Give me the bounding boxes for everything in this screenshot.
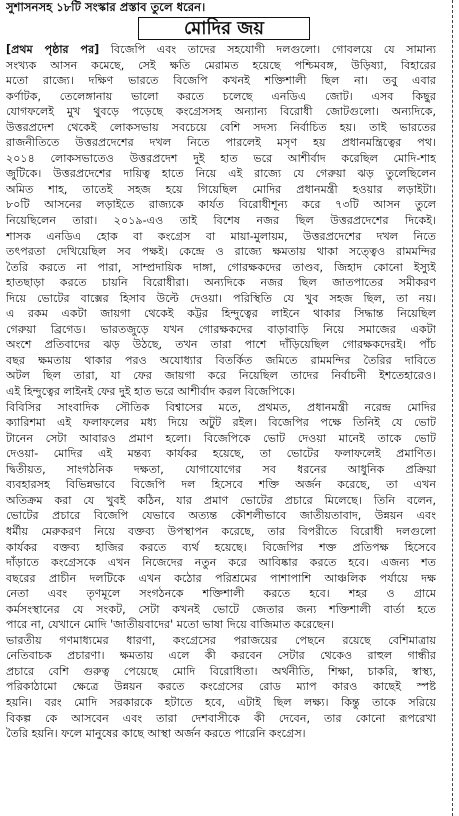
line-text: নিয়েছিলেন তারা। ২০১৯-এও তাই বিশেষ নজর ছিল উত্তরপ্রদেশের দিকেই। xyxy=(6,214,436,228)
line-text: বিজেপি এবং তাদের সহযোগী দলগুলো। গোবলয়ে যে সামান্য xyxy=(99,43,436,56)
article-line xyxy=(6,586,436,602)
line-text: বিকল্প কে আসবেন এবং তারা দেশবাসীকে কী দেবেন, তার কোনো রূপরেখা xyxy=(6,711,436,725)
article-line xyxy=(6,368,436,384)
article-line xyxy=(6,400,436,416)
line-text: প্রচারে বেশি গুরুত্ব পেয়েছে মোদি বিরোধিতা। অর্থনীতি, শিক্ষা, চাকরি, স্বাস্থ্য, xyxy=(6,664,436,678)
column-divider xyxy=(452,0,453,816)
article-line xyxy=(6,431,436,447)
line-text: সংখ্যক আসন কমেছে, সেই ক্ষতি মেরামত হয়েছে পশ্চিমবঙ্গ, উড়িষ্যা, বিহারের xyxy=(6,58,436,72)
article-line xyxy=(6,73,436,89)
line-text: রাজনীতিতে উত্তরপ্রদেশের দখল নিতে পারলেই মসৃণ হয় প্রধানমন্ত্রিত্বের পথ। xyxy=(6,136,436,150)
line-text: গেরুয়া ব্রিগেড। ভারতজুড়ে যখন গোরক্ষকদের বাড়াবাড়ি নিয়ে সমাজের একটা xyxy=(6,322,436,336)
article-line xyxy=(6,462,436,478)
line-text: মতো রাজ্যে। দক্ষিণ ভারতে বিজেপি কখনই শক্তিশালী ছিল না। তবু এবার xyxy=(6,74,436,88)
article-line xyxy=(6,446,436,462)
line-text: অটল ছিল তারা, যা ফের জায়গা করে নিয়েছিল তাদের নির্বাচনী ইশতেহারেও। xyxy=(6,369,436,383)
line-text: নেতা এবং তৃণমূলে সংগঠনকে শক্তিশালী করতে হবে। শহর ও গ্রামে xyxy=(6,587,436,601)
article-line xyxy=(6,306,436,322)
article-line xyxy=(6,260,436,276)
article-line xyxy=(6,229,436,245)
line-text: এই হিন্দুত্বের লাইনই ফের দুই হাত ভরে আশীর্বাদ করল বিজেপিকে। xyxy=(6,385,296,399)
article-line xyxy=(6,244,436,260)
article-line xyxy=(6,555,436,571)
line-text: ধর্মীয় মেরুকরণ নিয়ে বক্তব্য উপস্থাপন করেছে, তার বিপরীতে বিরোধী দলগুলো xyxy=(6,524,436,538)
line-text: ভারতীয় গণমাধ্যমের ধারণা, কংগ্রেসের পরাজয়ের পেছনে রয়েছে বেশিমাত্রায় xyxy=(6,633,436,647)
article-line xyxy=(6,151,436,167)
line-text: ব্যবহারসহ বিভিন্নভাবে বিজেপি দল হিসেবে শক্তি অর্জন করেছে, তা এখন xyxy=(6,478,436,492)
article-line xyxy=(6,664,436,680)
line-text: কার্যকর বক্তব্য হাজির করতে ব্যর্থ হয়েছে। বিজেপির শক্ত প্রতিপক্ষ হিসেবে xyxy=(6,540,436,554)
line-text: দাঁড়াতে কংগ্রেসকে এখন নিজেদের নতুন করে আবিষ্কার করতে হবে। এজন্য শত xyxy=(6,556,436,570)
article-line xyxy=(6,571,436,587)
article-line xyxy=(6,726,436,742)
article-line xyxy=(6,493,436,509)
line-text: জুটিকে। উত্তরপ্রদেশের দায়িত্ব হাতে নিয়ে এই রাজ্যে যে গেরুয়া ঝড় তুলেছিলেন xyxy=(6,167,436,181)
line-text: এ রকম একটা জায়গা থেকেই কট্টর হিন্দুত্বের লাইনে থাকার সিদ্ধান্ত নিয়েছিল xyxy=(6,307,436,321)
article-line xyxy=(6,540,436,556)
article-line xyxy=(6,166,436,182)
line-text: কর্ণাটক, তেলেঙ্গানায় ভালো করতে চলেছে এনডিএ জোট। এসব কিছুর xyxy=(6,89,436,103)
article-line xyxy=(6,353,436,369)
article-line xyxy=(6,291,436,307)
line-text: শাসক এনডিএ হোক বা কংগ্রেস বা মায়া-মুলায়ম, উত্তরপ্রদেশের দখল নিতে xyxy=(6,229,436,243)
article-line xyxy=(6,120,436,136)
article-line xyxy=(6,104,436,120)
article-line xyxy=(6,602,436,618)
line-text: ২০১৪ লোকসভাতেও উত্তরপ্রদেশ দুই হাত ভরে আশীর্বাদ করেছিল মোদি-শাহ xyxy=(6,151,436,165)
article-line xyxy=(6,197,436,213)
article-line xyxy=(6,508,436,524)
line-text: টানেন সেটা আবারও প্রমাণ হলো। বিজেপিকে ভোট দেওয়া মানেই তাকে ভোট xyxy=(6,431,436,445)
line-text: হাতছাড়া করতে চায়নি বিরোধীরা। অন্যদিকে নজর ছিল জাতপাতের সমীকরণ xyxy=(6,276,436,290)
article-line xyxy=(6,322,436,338)
article-line xyxy=(6,89,436,105)
line-text: ক্যারিশমা এই ফলাফলের মধ্য দিয়ে অটুট রইল। বিজেপির পক্ষে তিনিই যে ভোট xyxy=(6,416,436,430)
line-text: ৮০টি আসনের লড়াইতে রাজ্যকে কার্যত বিরোধীশূন্য করে ৭৩টি আসন তুলে xyxy=(6,198,436,212)
line-text: তৈরি করতে না পারা, সাম্প্রদায়িক দাঙ্গা, গোরক্ষকদের তাণ্ডব, জিহাদ কোনো ইস্যুই xyxy=(6,260,436,274)
article-line xyxy=(6,415,436,431)
line-text: হয়নি। বরং মোদি সরকারকে হটাতে হবে, এটাই ছিল লক্ষ্য। কিন্তু তাকে সরিয়ে xyxy=(6,695,436,709)
article-line xyxy=(6,524,436,540)
line-text: নেতিবাচক প্রচারণা। ক্ষমতায় এলে কী করবেন সেটার থেকেও রাহুল গান্ধীর xyxy=(6,649,436,663)
previous-article-tail: সুশাসনসহ ১৮টি সংস্কার প্রস্তাব তুলে ধরেন। xyxy=(6,0,206,14)
article-line xyxy=(6,695,436,711)
line-text: যোগফলেই মুখ থুবড়ে পড়েছে কংগ্রেসসহ অন্যান্য বিরোধী জোটগুলো। অন্যদিকে, xyxy=(6,105,436,119)
line-text: বছরের প্রাচীন দলটিকে এখন কঠোর পরিশ্রমের পাশাপাশি আঞ্চলিক পর্যায়ে দক্ষ xyxy=(6,571,436,585)
line-text: কর্মসংস্থানের যে সংকট, সেটা কখনই ভোটে জেতার জন্য শক্তিশালী বার্তা হতে xyxy=(6,602,436,616)
article-line xyxy=(6,275,436,291)
article-line xyxy=(6,135,436,151)
line-text: উত্তরপ্রদেশ থেকেই লোকসভায় সবচেয়ে বেশি সদস্য নির্বাচিত হয়। তাই ভারতের xyxy=(6,120,436,134)
article-title: মোদির জয় xyxy=(138,17,310,40)
article-line xyxy=(6,711,436,727)
line-text: দেওয়া- মোদির এই মন্তব্য কার্যকর হয়েছে, তা ভোটের ফলাফলেই প্রমাণিত। xyxy=(6,447,436,461)
line-text: তৎপরতা দেখিয়েছিল সব পক্ষই। কেন্দ্রে ও রাজ্যে ক্ষমতায় থাকা সত্ত্বেও রামমন্দির xyxy=(6,245,436,259)
article-line xyxy=(6,58,436,74)
line-text: পরিকাঠামো ক্ষেত্রে উন্নয়ন করতে কংগ্রেসের রোড ম্যাপ কারও কাছেই স্পষ্ট xyxy=(6,680,436,694)
line-text: অতিক্রম করা যে খুবই কঠিন, যার প্রমাণ ভোটের প্রচারে মিলেছে। তিনি বলেন, xyxy=(6,493,436,507)
article-line xyxy=(6,679,436,695)
line-text: বিবিসির সাংবাদিক সৌতিক বিশ্বাসের মতে, প্রথমত, প্রধানমন্ত্রী নরেন্দ্র মোদির xyxy=(6,400,436,414)
line-text: পারে না, যেখানে মোদি 'জাতীয়বাদের' মতো ভাষা দিয়ে বাজিমাত করেছেন। xyxy=(6,618,335,632)
line-text: তৈরি হয়নি। ফলে মানুষের কাছে আস্থা অর্জন করতে পারেনি কংগ্রেস। xyxy=(6,727,306,741)
line-text: অংশে প্রতিবাদের ঝড় উঠছে, তখন তারা পাশে দাঁড়িয়েছিল গোরক্ষকদেরই। পাঁচ xyxy=(6,338,436,352)
article-line xyxy=(6,213,436,229)
article-line xyxy=(6,477,436,493)
line-text: দ্বিতীয়ত, সাংগঠনিক দক্ষতা, যোগাযোগের সব ধরনের আধুনিক প্রক্রিয়া xyxy=(6,462,436,476)
article-line xyxy=(6,337,436,353)
line-text: ভোটের প্রচারে বিজেপি যেভাবে অত্যন্ত কৌশলীভাবে জাতীয়তাবাদ, উন্নয়ন এবং xyxy=(6,509,436,523)
line-text: বছর ক্ষমতায় থাকার পরও অযোধ্যার বিতর্কিত জমিতে রামমন্দির তৈরির দাবিতে xyxy=(6,353,436,367)
line-text: অমিত শাহ, তাতেই সহজ হয়ে গিয়েছিল মোদির প্রধানমন্ত্রী হওয়ার লড়াইটা। xyxy=(6,182,436,196)
article-body xyxy=(6,42,436,742)
article-line xyxy=(6,42,436,58)
continued-from-tag: [প্রথম পৃষ্ঠার পর] xyxy=(6,43,100,56)
article-line xyxy=(6,633,436,649)
article-line xyxy=(6,182,436,198)
line-text: দিয়ে ভোটের বাক্সের হিসাব উল্টে দেওয়া। পরিস্থিতি যে খুব সহজ ছিল, তা নয়। xyxy=(6,291,436,305)
article-line xyxy=(6,617,436,633)
article-line xyxy=(6,648,436,664)
article-line xyxy=(6,384,436,400)
